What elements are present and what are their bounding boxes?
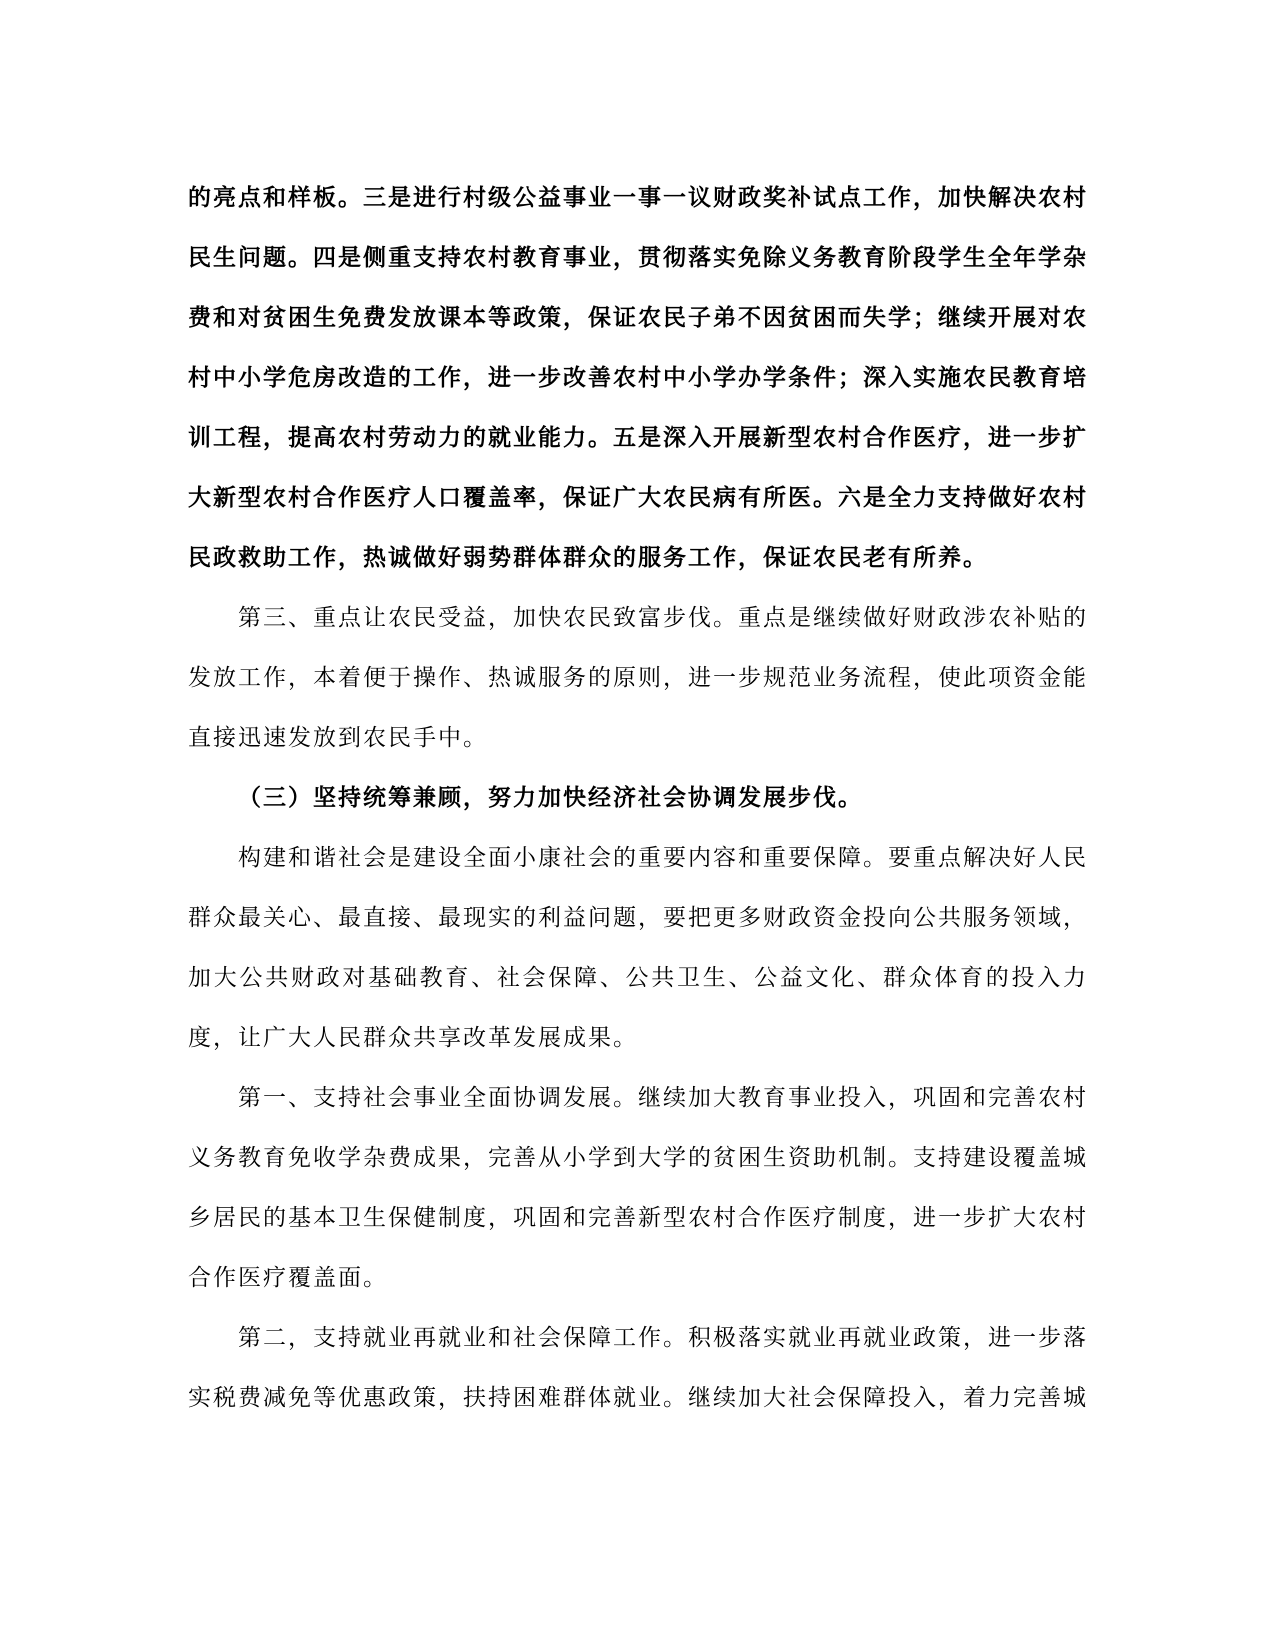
document-body xyxy=(188,168,1088,1428)
section-heading-3: （三）坚持统筹兼顾，努力加快经济社会协调发展步伐。 xyxy=(238,785,863,811)
paragraph-first-social-development: 第一、支持社会事业全面协调发展。继续加大教育事业投入，巩固和完善农村义务教育免收学杂费成果，完善从小学到大学的贫困生资助机制。支持建设覆盖城乡居民的基本卫生保健制度，巩固和完善新型农村合作医疗制度，进一步扩大农村合作医疗覆盖面。 xyxy=(188,1085,1088,1291)
paragraph-harmonious-society: 构建和谐社会是建设全面小康社会的重要内容和重要保障。要重点解决好人民群众最关心、最直接、最现实的利益问题，要把更多财政资金投向公共服务领域，加大公共财政对基础教育、社会保障、公共卫生、公益文化、群众体育的投入力度，让广大人民群众共享改革发展成果。 xyxy=(188,845,1088,1051)
paragraph-second-employment: 第二，支持就业再就业和社会保障工作。积极落实就业再就业政策，进一步落实税费减免等优惠政策，扶持困难群体就业。继续加大社会保障投入，着力完善城 xyxy=(188,1325,1088,1411)
paragraph-third-farmer-income: 第三、重点让农民受益，加快农民致富步伐。重点是继续做好财政涉农补贴的发放工作，本着便于操作、热诚服务的原则，进一步规范业务流程，使此项资金能直接迅速发放到农民手中。 xyxy=(188,605,1088,751)
paragraph-rural-livelihood: 的亮点和样板。三是进行村级公益事业一事一议财政奖补试点工作，加快解决农村民生问题。四是侧重支持农村教育事业，贯彻落实免除义务教育阶段学生全年学杂费和对贫困生免费发放课本等政策，保证农民子弟不因贫困而失学；继续开展对农村中小学危房改造的工作，进一步改善农村中小学办学条件；深入实施农民教育培训工程，提高农村劳动力的就业能力。五是深入开展新型农村合作医疗，进一步扩大新型农村合作医疗人口覆盖率，保证广大农民病有所医。六是全力支持做好农村民政救助工作，热诚做好弱势群体群众的服务工作，保证农民老有所养。 xyxy=(188,185,1088,571)
